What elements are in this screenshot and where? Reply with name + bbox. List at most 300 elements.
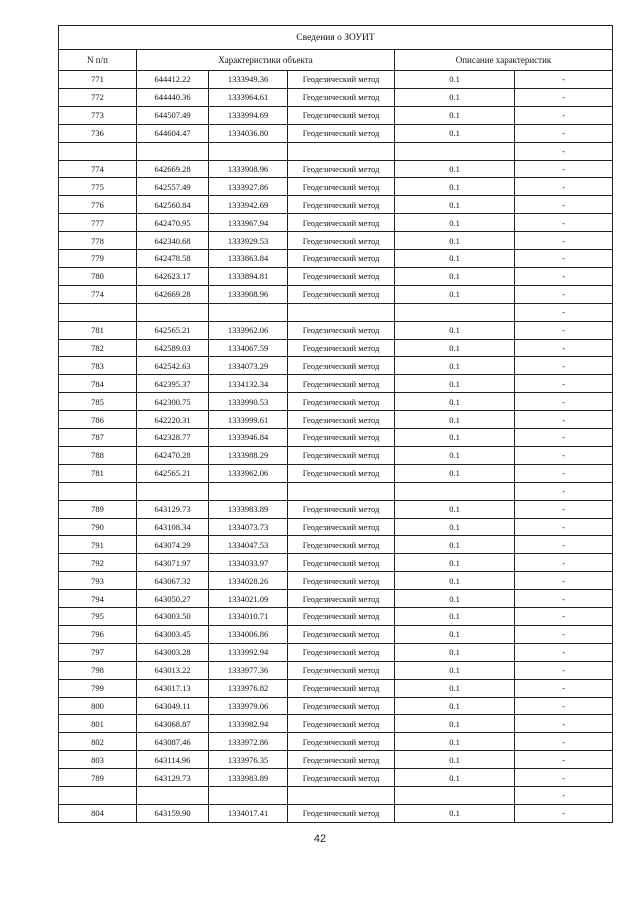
cell-coord-y: 1334036.80 [209, 124, 288, 142]
cell-method: Геодезический метод [288, 590, 395, 608]
zouit-table [58, 25, 613, 823]
cell-method: Геодезический метод [288, 106, 395, 124]
cell-coord-x: 642395.37 [137, 375, 209, 393]
cell-point-number: 795 [59, 608, 137, 626]
cell-coord-y: 1333972.86 [209, 733, 288, 751]
cell-coord-y: 1334021.09 [209, 590, 288, 608]
cell-accuracy: 0.1 [395, 124, 515, 142]
cell-description: - [515, 536, 613, 554]
table-row [59, 554, 613, 572]
cell-accuracy: 0.1 [395, 590, 515, 608]
cell-coord-x: 643049.11 [137, 697, 209, 715]
cell-description: - [515, 375, 613, 393]
cell-method: Геодезический метод [288, 554, 395, 572]
cell-coord-y: 1333988.29 [209, 446, 288, 464]
cell-point-number [59, 142, 137, 160]
cell-method: Геодезический метод [288, 375, 395, 393]
table-row [59, 303, 613, 321]
cell-accuracy: 0.1 [395, 106, 515, 124]
cell-method: Геодезический метод [288, 124, 395, 142]
cell-accuracy: 0.1 [395, 625, 515, 643]
cell-point-number: 774 [59, 160, 137, 178]
header-description: Описание характеристик [395, 50, 613, 71]
cell-coord-y: 1334006.86 [209, 625, 288, 643]
cell-point-number: 775 [59, 178, 137, 196]
cell-coord-y: 1334132.34 [209, 375, 288, 393]
table-title: Сведения о ЗОУИТ [59, 26, 613, 50]
cell-description: - [515, 303, 613, 321]
cell-method: Геодезический метод [288, 446, 395, 464]
table-row [59, 751, 613, 769]
cell-point-number: 778 [59, 232, 137, 250]
cell-coord-y [209, 142, 288, 160]
cell-point-number: 792 [59, 554, 137, 572]
table-row [59, 214, 613, 232]
cell-method: Геодезический метод [288, 715, 395, 733]
cell-coord-x: 642340.68 [137, 232, 209, 250]
cell-description: - [515, 178, 613, 196]
table-row [59, 733, 613, 751]
cell-coord-y: 1333927.86 [209, 178, 288, 196]
cell-coord-x: 642560.84 [137, 196, 209, 214]
cell-method: Геодезический метод [288, 518, 395, 536]
table-row [59, 572, 613, 590]
cell-method: Геодезический метод [288, 769, 395, 787]
table-row [59, 124, 613, 142]
cell-coord-x: 643003.45 [137, 625, 209, 643]
table-row [59, 769, 613, 787]
cell-coord-x: 642669.28 [137, 285, 209, 303]
cell-coord-y: 1334047.53 [209, 536, 288, 554]
cell-accuracy [395, 482, 515, 500]
cell-point-number: 789 [59, 500, 137, 518]
cell-coord-y: 1334073.73 [209, 518, 288, 536]
cell-method: Геодезический метод [288, 464, 395, 482]
cell-method: Геодезический метод [288, 608, 395, 626]
cell-method: Геодезический метод [288, 357, 395, 375]
cell-coord-x: 642542.63 [137, 357, 209, 375]
cell-coord-y [209, 482, 288, 500]
cell-coord-x [137, 303, 209, 321]
cell-method: Геодезический метод [288, 321, 395, 339]
table-row [59, 661, 613, 679]
cell-accuracy: 0.1 [395, 608, 515, 626]
cell-description: - [515, 590, 613, 608]
cell-method: Геодезический метод [288, 804, 395, 822]
cell-method: Геодезический метод [288, 88, 395, 106]
cell-coord-x [137, 482, 209, 500]
cell-coord-y: 1334017.41 [209, 804, 288, 822]
cell-method: Геодезический метод [288, 751, 395, 769]
table-row [59, 196, 613, 214]
cell-method: Геодезический метод [288, 411, 395, 429]
cell-coord-x: 643114.96 [137, 751, 209, 769]
cell-method: Геодезический метод [288, 178, 395, 196]
cell-coord-y: 1333983.89 [209, 769, 288, 787]
table-row [59, 285, 613, 303]
cell-accuracy [395, 303, 515, 321]
table-row [59, 608, 613, 626]
table-row [59, 786, 613, 804]
cell-point-number: 774 [59, 285, 137, 303]
cell-coord-y: 1333979.06 [209, 697, 288, 715]
table-row [59, 106, 613, 124]
cell-point-number: 804 [59, 804, 137, 822]
cell-coord-x: 642589.03 [137, 339, 209, 357]
cell-accuracy: 0.1 [395, 232, 515, 250]
cell-method: Геодезический метод [288, 232, 395, 250]
cell-method: Геодезический метод [288, 267, 395, 285]
cell-description: - [515, 661, 613, 679]
cell-description: - [515, 339, 613, 357]
cell-method: Геодезический метод [288, 214, 395, 232]
cell-point-number [59, 786, 137, 804]
cell-point-number: 772 [59, 88, 137, 106]
cell-coord-x: 643050.27 [137, 590, 209, 608]
cell-point-number: 773 [59, 106, 137, 124]
cell-accuracy: 0.1 [395, 804, 515, 822]
cell-coord-x: 643067.32 [137, 572, 209, 590]
cell-accuracy: 0.1 [395, 643, 515, 661]
table-row [59, 339, 613, 357]
cell-coord-y: 1333990.53 [209, 393, 288, 411]
table-row [59, 88, 613, 106]
cell-point-number: 803 [59, 751, 137, 769]
cell-coord-x: 642300.75 [137, 393, 209, 411]
cell-coord-x [137, 786, 209, 804]
cell-point-number: 786 [59, 411, 137, 429]
table-row [59, 393, 613, 411]
cell-coord-y: 1333999.61 [209, 411, 288, 429]
cell-coord-x: 644507.49 [137, 106, 209, 124]
cell-coord-y: 1333992.94 [209, 643, 288, 661]
cell-point-number: 777 [59, 214, 137, 232]
cell-method: Геодезический метод [288, 429, 395, 447]
cell-method: Геодезический метод [288, 393, 395, 411]
cell-coord-x: 642328.77 [137, 429, 209, 447]
cell-description: - [515, 446, 613, 464]
cell-coord-y: 1333863.84 [209, 250, 288, 268]
cell-coord-y [209, 303, 288, 321]
cell-method: Геодезический метод [288, 679, 395, 697]
table-row [59, 679, 613, 697]
cell-coord-x: 644412.22 [137, 71, 209, 89]
cell-method: Геодезический метод [288, 160, 395, 178]
cell-description: - [515, 250, 613, 268]
cell-accuracy: 0.1 [395, 572, 515, 590]
cell-coord-x: 643068.87 [137, 715, 209, 733]
header-num: N п/п [59, 50, 137, 71]
table-row [59, 375, 613, 393]
cell-description: - [515, 769, 613, 787]
cell-description: - [515, 464, 613, 482]
cell-accuracy: 0.1 [395, 554, 515, 572]
cell-coord-x: 643003.50 [137, 608, 209, 626]
cell-description: - [515, 88, 613, 106]
cell-description: - [515, 214, 613, 232]
cell-description: - [515, 572, 613, 590]
cell-coord-y: 1333908.96 [209, 285, 288, 303]
table-title-row [59, 26, 613, 50]
cell-description: - [515, 733, 613, 751]
cell-accuracy: 0.1 [395, 88, 515, 106]
cell-point-number: 781 [59, 321, 137, 339]
table-row [59, 804, 613, 822]
cell-accuracy [395, 786, 515, 804]
cell-description: - [515, 697, 613, 715]
cell-coord-y: 1333983.89 [209, 500, 288, 518]
cell-description: - [515, 643, 613, 661]
cell-method [288, 142, 395, 160]
cell-point-number: 783 [59, 357, 137, 375]
cell-point-number: 799 [59, 679, 137, 697]
cell-description: - [515, 357, 613, 375]
cell-coord-y: 1333967.94 [209, 214, 288, 232]
cell-coord-x: 642557.49 [137, 178, 209, 196]
cell-accuracy: 0.1 [395, 661, 515, 679]
cell-accuracy: 0.1 [395, 250, 515, 268]
cell-point-number: 790 [59, 518, 137, 536]
cell-description: - [515, 554, 613, 572]
cell-coord-y: 1333929.53 [209, 232, 288, 250]
cell-description: - [515, 106, 613, 124]
cell-accuracy: 0.1 [395, 357, 515, 375]
cell-accuracy: 0.1 [395, 339, 515, 357]
cell-point-number: 781 [59, 464, 137, 482]
cell-coord-y: 1333977.36 [209, 661, 288, 679]
cell-description: - [515, 71, 613, 89]
cell-coord-y: 1333894.81 [209, 267, 288, 285]
cell-coord-y: 1334073.29 [209, 357, 288, 375]
cell-point-number: 788 [59, 446, 137, 464]
cell-point-number: 794 [59, 590, 137, 608]
table-row [59, 411, 613, 429]
cell-point-number: 787 [59, 429, 137, 447]
table-row [59, 715, 613, 733]
cell-point-number: 784 [59, 375, 137, 393]
cell-point-number: 798 [59, 661, 137, 679]
cell-coord-x [137, 142, 209, 160]
cell-point-number: 780 [59, 267, 137, 285]
cell-point-number: 793 [59, 572, 137, 590]
table-row [59, 518, 613, 536]
cell-coord-x: 643013.22 [137, 661, 209, 679]
cell-coord-x: 643129.73 [137, 500, 209, 518]
cell-coord-y: 1334033.97 [209, 554, 288, 572]
cell-accuracy: 0.1 [395, 321, 515, 339]
cell-accuracy: 0.1 [395, 411, 515, 429]
cell-point-number: 791 [59, 536, 137, 554]
cell-description: - [515, 751, 613, 769]
table-row [59, 232, 613, 250]
cell-accuracy: 0.1 [395, 375, 515, 393]
cell-description: - [515, 804, 613, 822]
cell-method: Геодезический метод [288, 500, 395, 518]
cell-description: - [515, 196, 613, 214]
cell-description: - [515, 715, 613, 733]
cell-point-number: 800 [59, 697, 137, 715]
cell-point-number: 776 [59, 196, 137, 214]
cell-accuracy: 0.1 [395, 536, 515, 554]
cell-description: - [515, 232, 613, 250]
table-header-row [59, 50, 613, 71]
cell-coord-x: 642565.21 [137, 464, 209, 482]
cell-point-number: 789 [59, 769, 137, 787]
cell-coord-x: 642470.95 [137, 214, 209, 232]
cell-point-number [59, 303, 137, 321]
cell-description: - [515, 267, 613, 285]
cell-description: - [515, 482, 613, 500]
cell-method: Геодезический метод [288, 733, 395, 751]
table-row [59, 464, 613, 482]
cell-accuracy: 0.1 [395, 464, 515, 482]
cell-coord-x: 643071.97 [137, 554, 209, 572]
cell-description: - [515, 160, 613, 178]
cell-coord-y [209, 786, 288, 804]
cell-accuracy: 0.1 [395, 769, 515, 787]
cell-coord-x: 644604.47 [137, 124, 209, 142]
cell-accuracy: 0.1 [395, 751, 515, 769]
cell-coord-x: 643017.13 [137, 679, 209, 697]
cell-method: Геодезический метод [288, 536, 395, 554]
cell-coord-x: 643159.90 [137, 804, 209, 822]
table-row [59, 446, 613, 464]
cell-description: - [515, 625, 613, 643]
cell-method: Геодезический метод [288, 285, 395, 303]
cell-coord-x: 643129.73 [137, 769, 209, 787]
cell-coord-y: 1333949.36 [209, 71, 288, 89]
cell-description: - [515, 786, 613, 804]
cell-description: - [515, 411, 613, 429]
table-row [59, 500, 613, 518]
table-row [59, 250, 613, 268]
cell-point-number: 785 [59, 393, 137, 411]
cell-accuracy: 0.1 [395, 214, 515, 232]
cell-method [288, 482, 395, 500]
cell-coord-x: 642220.31 [137, 411, 209, 429]
cell-accuracy: 0.1 [395, 733, 515, 751]
cell-description: - [515, 679, 613, 697]
cell-accuracy: 0.1 [395, 446, 515, 464]
cell-accuracy: 0.1 [395, 500, 515, 518]
cell-coord-y: 1333994.69 [209, 106, 288, 124]
table-row [59, 536, 613, 554]
cell-coord-y: 1334028.26 [209, 572, 288, 590]
cell-coord-x: 642470.28 [137, 446, 209, 464]
cell-point-number: 771 [59, 71, 137, 89]
cell-coord-y: 1333946.84 [209, 429, 288, 447]
cell-point-number: 779 [59, 250, 137, 268]
cell-coord-y: 1333942.69 [209, 196, 288, 214]
table-row [59, 142, 613, 160]
cell-accuracy: 0.1 [395, 697, 515, 715]
cell-accuracy: 0.1 [395, 679, 515, 697]
cell-accuracy: 0.1 [395, 178, 515, 196]
cell-method [288, 786, 395, 804]
header-characteristics: Характеристики объекта [137, 50, 395, 71]
cell-accuracy [395, 142, 515, 160]
cell-point-number [59, 482, 137, 500]
table-row [59, 482, 613, 500]
cell-coord-x: 642565.21 [137, 321, 209, 339]
cell-point-number: 782 [59, 339, 137, 357]
cell-coord-y: 1334067.59 [209, 339, 288, 357]
cell-coord-y: 1334010.71 [209, 608, 288, 626]
cell-method: Геодезический метод [288, 71, 395, 89]
cell-coord-x: 643108.34 [137, 518, 209, 536]
cell-accuracy: 0.1 [395, 715, 515, 733]
table-row [59, 321, 613, 339]
cell-accuracy: 0.1 [395, 393, 515, 411]
cell-description: - [515, 608, 613, 626]
table-row [59, 267, 613, 285]
cell-description: - [515, 321, 613, 339]
cell-coord-y: 1333908.96 [209, 160, 288, 178]
table-row [59, 357, 613, 375]
cell-accuracy: 0.1 [395, 429, 515, 447]
cell-coord-y: 1333976.82 [209, 679, 288, 697]
cell-method: Геодезический метод [288, 661, 395, 679]
cell-point-number: 802 [59, 733, 137, 751]
table-row [59, 71, 613, 89]
cell-point-number: 736 [59, 124, 137, 142]
cell-description: - [515, 429, 613, 447]
cell-coord-x: 642669.28 [137, 160, 209, 178]
page-number: 42 [313, 833, 327, 845]
cell-method: Геодезический метод [288, 572, 395, 590]
cell-point-number: 797 [59, 643, 137, 661]
cell-description: - [515, 500, 613, 518]
table-row [59, 590, 613, 608]
cell-accuracy: 0.1 [395, 160, 515, 178]
cell-coord-y: 1333964.61 [209, 88, 288, 106]
cell-method: Геодезический метод [288, 250, 395, 268]
table-row [59, 178, 613, 196]
table-row [59, 643, 613, 661]
cell-coord-y: 1333962.06 [209, 321, 288, 339]
cell-description: - [515, 285, 613, 303]
cell-coord-x: 644440.36 [137, 88, 209, 106]
cell-coord-x: 642623.17 [137, 267, 209, 285]
cell-coord-y: 1333976.35 [209, 751, 288, 769]
cell-method [288, 303, 395, 321]
cell-description: - [515, 393, 613, 411]
cell-description: - [515, 124, 613, 142]
cell-coord-x: 643087.46 [137, 733, 209, 751]
table-row [59, 697, 613, 715]
cell-description: - [515, 518, 613, 536]
cell-method: Геодезический метод [288, 697, 395, 715]
cell-description: - [515, 142, 613, 160]
table-row [59, 160, 613, 178]
cell-method: Геодезический метод [288, 643, 395, 661]
cell-accuracy: 0.1 [395, 518, 515, 536]
cell-accuracy: 0.1 [395, 285, 515, 303]
cell-accuracy: 0.1 [395, 71, 515, 89]
cell-coord-x: 643003.28 [137, 643, 209, 661]
cell-method: Геодезический метод [288, 625, 395, 643]
cell-coord-x: 642478.58 [137, 250, 209, 268]
cell-point-number: 796 [59, 625, 137, 643]
cell-method: Геодезический метод [288, 196, 395, 214]
cell-accuracy: 0.1 [395, 196, 515, 214]
table-row [59, 429, 613, 447]
cell-coord-y: 1333962.06 [209, 464, 288, 482]
cell-coord-y: 1333982.94 [209, 715, 288, 733]
table-row [59, 625, 613, 643]
cell-accuracy: 0.1 [395, 267, 515, 285]
cell-coord-x: 643074.29 [137, 536, 209, 554]
